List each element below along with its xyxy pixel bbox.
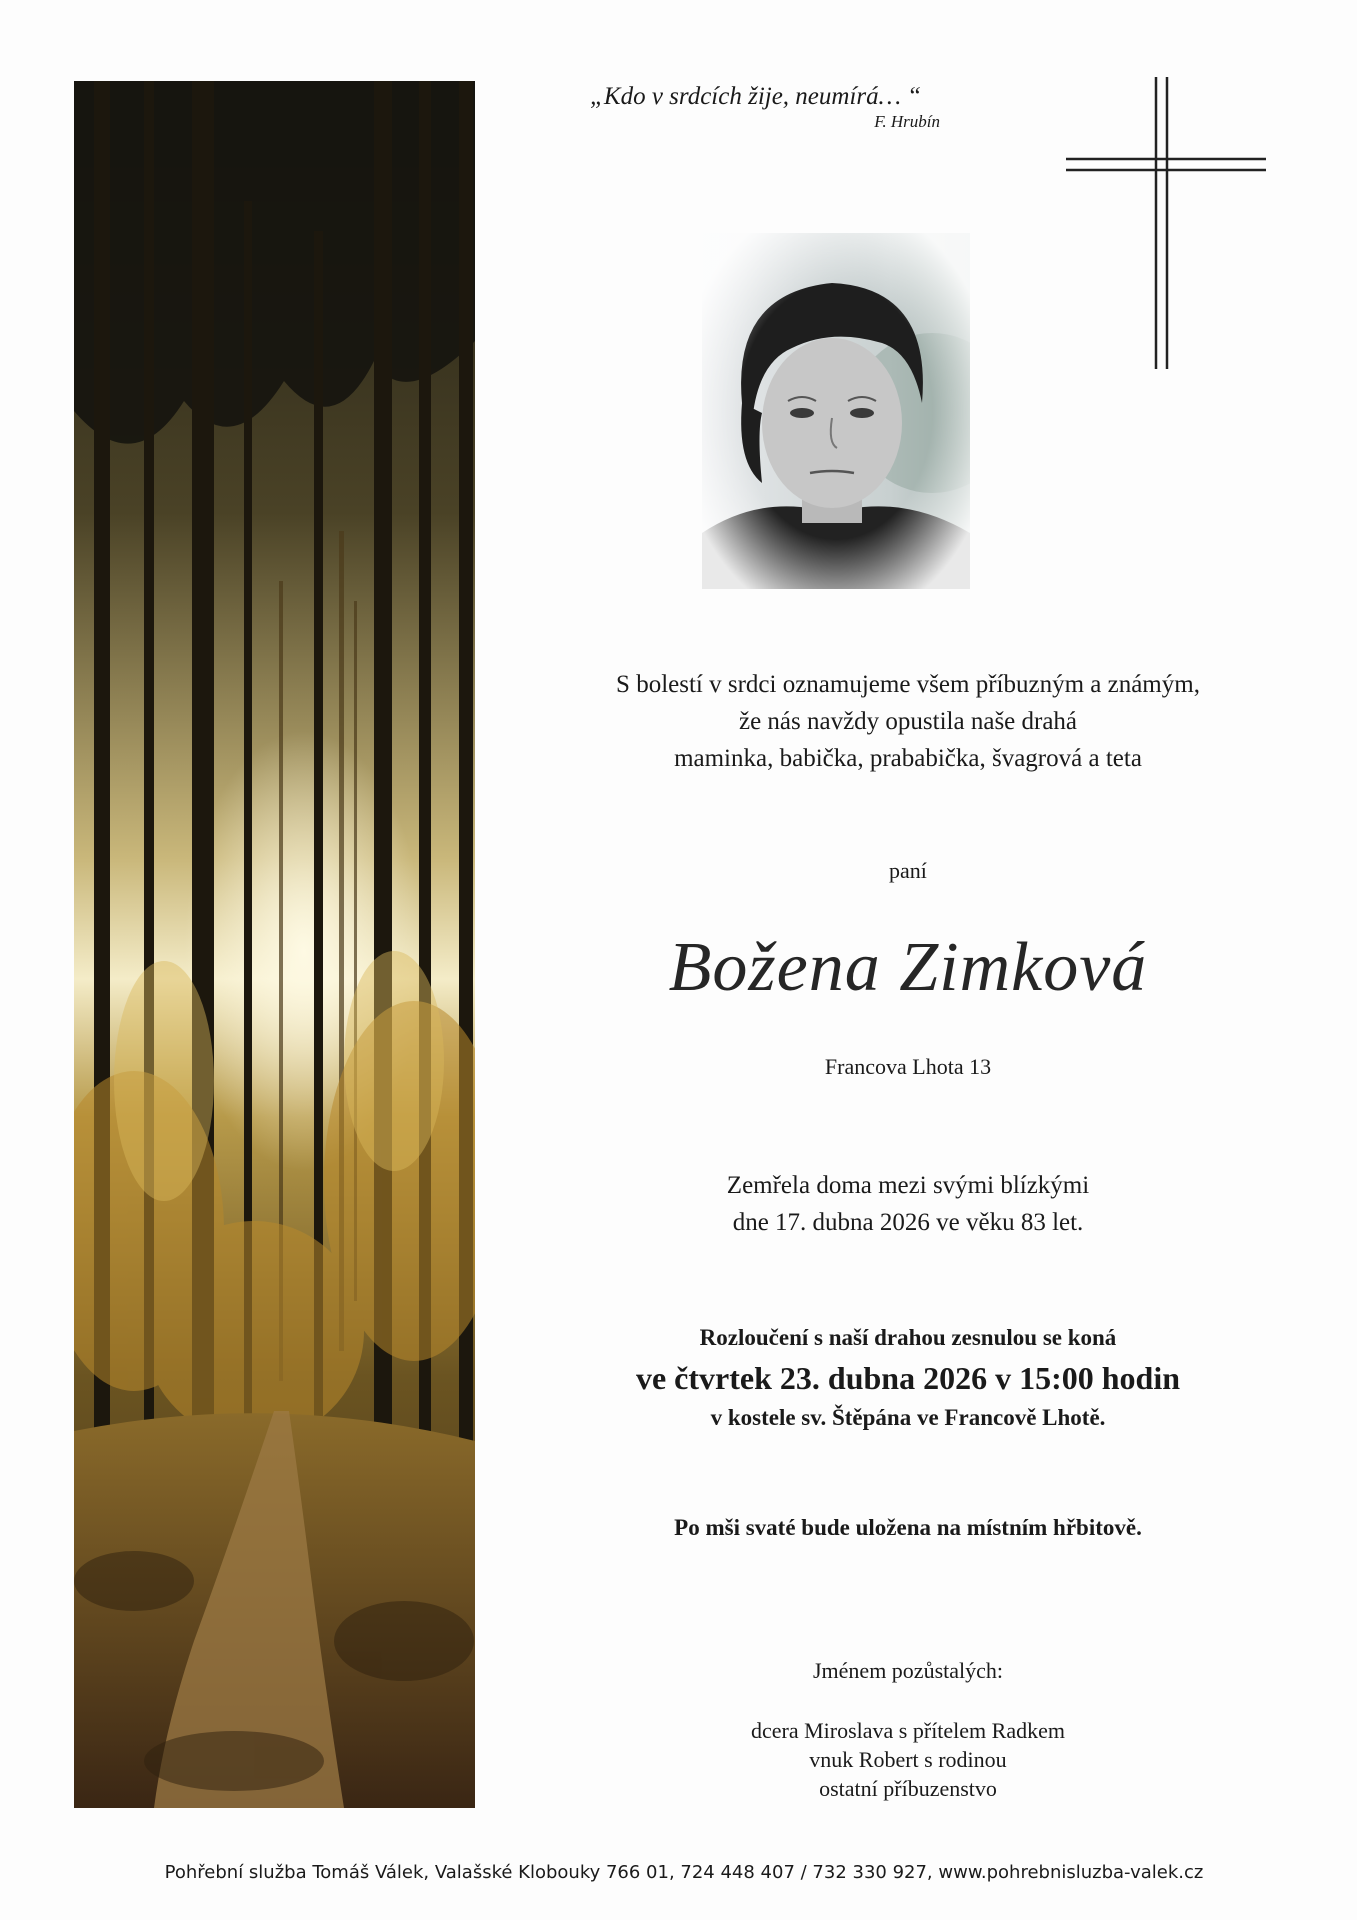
quote-author: F. Hrubín [874,112,940,131]
announcement-line: že nás navždy opustila naše drahá [738,708,1078,735]
announcement-line: maminka, babička, prababička, švagrová a teta [674,745,1142,772]
funeral-details [520,1320,1296,1436]
survivor-item: dcera Miroslava s přítelem Radkem [750,1718,1065,1743]
deceased-name: Božena Zimková [668,929,1148,1006]
deceased-address: Francova Lhota 13 [824,1054,992,1079]
death-line: Zemřela doma mezi svými blízkými [726,1172,1090,1199]
honorific: paní [889,858,927,883]
death-line: dne 17. dubna 2026 ve věku 83 let. [732,1209,1084,1236]
portrait-illustration [702,233,970,589]
funeral-intro: Rozloučení s naší drahou zesnulou se koná [699,1325,1117,1350]
quote [590,82,950,132]
funeral-location: v kostele sv. Štěpána ve Francově Lhotě. [710,1405,1106,1430]
quote-text: „Kdo v srdcích žije, neumírá… “ [590,83,922,110]
survivors-title: Jménem pozůstalých: [812,1658,1003,1683]
announcement-text [520,666,1296,777]
death-details [520,1167,1296,1241]
forest-image [74,81,475,1808]
funeral-service-footer: Pohřební služba Tomáš Válek, Valašské Klobouky 766 01, 724 448 407 / 732 330 927, www.pohrebnisluzba-valek.cz [164,1862,1204,1883]
survivor-item: vnuk Robert s rodinou [809,1747,1007,1772]
cross-icon [1066,77,1266,369]
forest-illustration [74,81,475,1808]
burial-info: Po mši svaté bude uložena na místním hřbitově. [674,1515,1142,1540]
funeral-date-time: ve čtvrtek 23. dubna 2026 v 15:00 hodin [635,1360,1181,1396]
portrait-photo [702,233,970,589]
survivors-list [520,1716,1296,1803]
survivor-item: ostatní příbuzenstvo [819,1776,997,1801]
announcement-line: S bolestí v srdci oznamujeme všem příbuzným a známým, [616,671,1200,698]
